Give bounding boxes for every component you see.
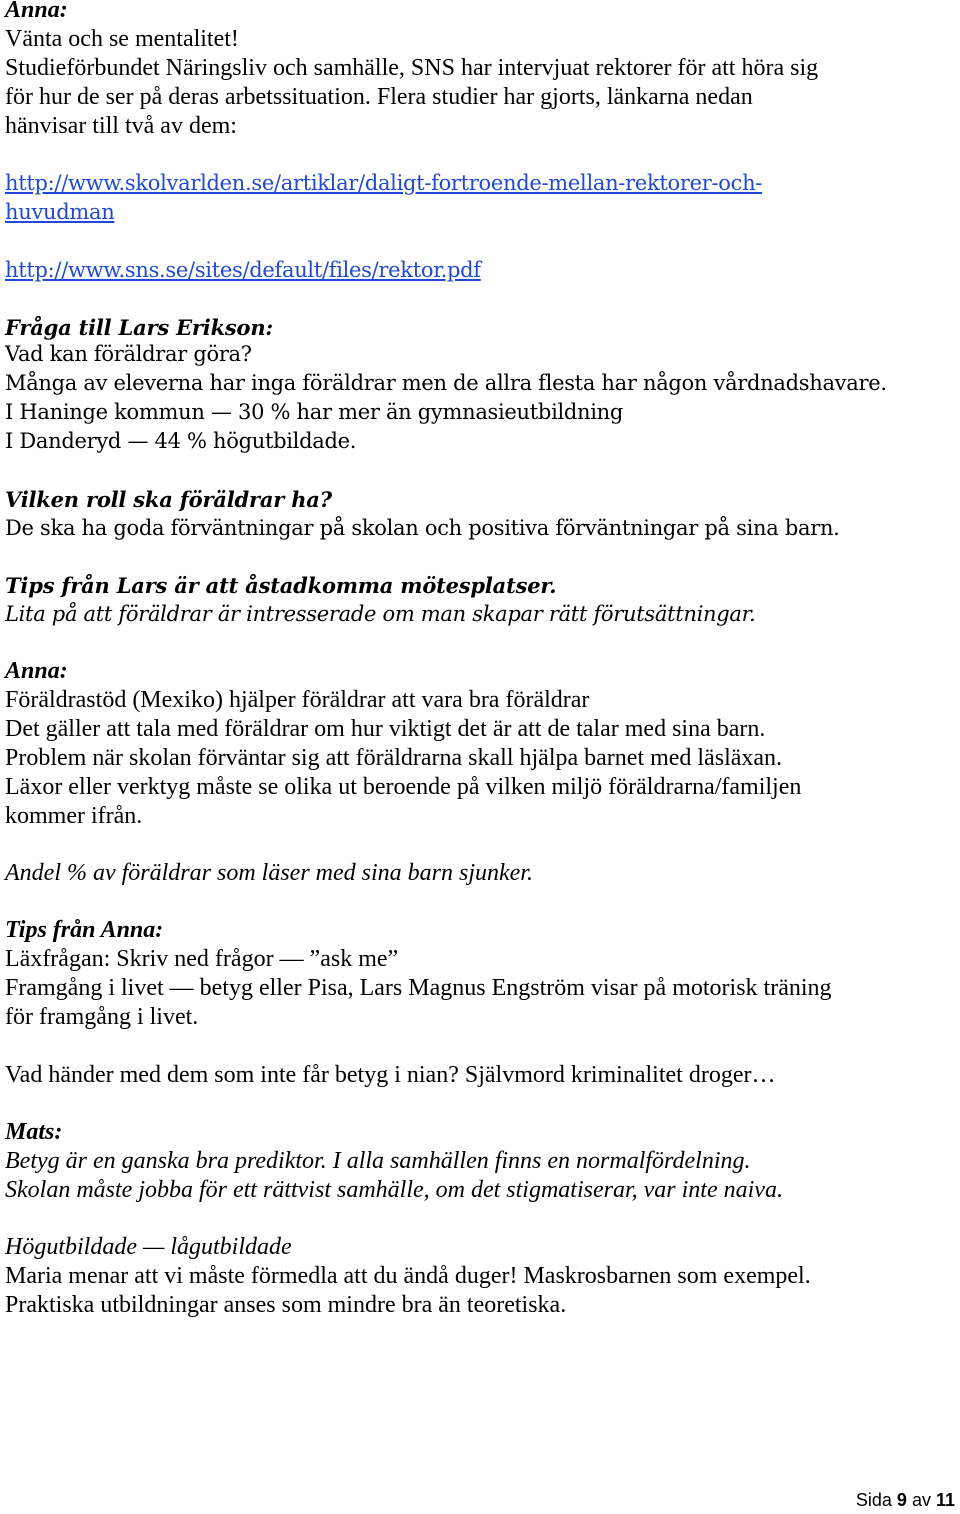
paragraph-line: Maria menar att vi måste förmedla att du ändå duger! Maskrosbarnen som exempel. (5, 1263, 811, 1289)
paragraph-line: Läxfrågan: Skriv ned frågor — ”ask me” (5, 946, 399, 972)
section-heading-anna: Anna: (5, 0, 68, 23)
paragraph-line: Föräldrastöd (Mexiko) hjälper föräldrar att vara bra föräldrar (5, 687, 590, 713)
section-heading-mats: Mats: (5, 1119, 63, 1145)
paragraph-line: Vad händer med dem som inte får betyg i nian? Självmord kriminalitet droger… (5, 1062, 776, 1088)
paragraph-line: Skolan måste jobba för ett rättvist samhälle, om det stigmatiserar, var inte naiva. (5, 1177, 783, 1203)
paragraph-line: Lita på att föräldrar är intresserade om man skapar rätt förutsättningar. (5, 602, 756, 626)
paragraph-line: Vad kan föräldrar göra? (5, 342, 252, 366)
paragraph-line: I Danderyd — 44 % högutbildade. (5, 429, 357, 453)
paragraph-line: Det gäller att tala med föräldrar om hur viktigt det är att de talar med sina barn. (5, 716, 766, 742)
paragraph-line: Vänta och se mentalitet! (5, 26, 239, 52)
section-heading-anna: Anna: (5, 658, 68, 684)
link-sns-rektor-pdf[interactable]: http://www.sns.se/sites/default/files/rektor.pdf (5, 258, 481, 282)
link-skolvarlden[interactable]: http://www.skolvarlden.se/artiklar/daligt-fortroende-mellan-rektorer-och- (5, 171, 763, 195)
paragraph-line: Praktiska utbildningar anses som mindre bra än teoretiska. (5, 1292, 567, 1318)
section-heading-lars: Fråga till Lars Erikson: (5, 315, 273, 340)
paragraph-line: I Haninge kommun — 30 % har mer än gymnasieutbildning (5, 400, 624, 424)
page-current: 9 (896, 1490, 907, 1510)
page-total: 11 (935, 1490, 955, 1510)
link-skolvarlden-cont[interactable]: huvudman (5, 200, 115, 224)
paragraph-line: för framgång i livet. (5, 1004, 199, 1030)
page-number (856, 1490, 955, 1511)
paragraph-line: Andel % av föräldrar som läser med sina barn sjunker. (5, 860, 533, 886)
paragraph-line: Många av eleverna har inga föräldrar men de allra flesta har någon vårdnadshavare. (5, 371, 887, 395)
paragraph-line: Läxor eller verktyg måste se olika ut beroende på vilken miljö föräldrarna/familjen (5, 774, 802, 800)
paragraph-line: Studieförbundet Näringsliv och samhälle, SNS har intervjuat rektorer för att höra sig (5, 55, 819, 81)
paragraph-line: Problem när skolan förväntar sig att föräldrarna skall hjälpa barnet med läsläxan. (5, 745, 783, 771)
page-prefix: Sida (855, 1490, 892, 1510)
section-heading-tips-anna: Tips från Anna: (5, 917, 164, 943)
paragraph-line: för hur de ser på deras arbetssituation. Flera studier har gjorts, länkarna nedan (5, 84, 753, 110)
paragraph-line: De ska ha goda förväntningar på skolan och positiva förväntningar på sina barn. (5, 516, 840, 540)
paragraph-line: hänvisar till två av dem: (5, 113, 237, 139)
section-heading-roll: Vilken roll ska föräldrar ha? (5, 487, 332, 512)
paragraph-line: Framgång i livet — betyg eller Pisa, Lars Magnus Engström visar på motorisk träning (5, 975, 832, 1001)
page-mid: av (911, 1490, 931, 1510)
paragraph-line: Betyg är en ganska bra prediktor. I alla samhällen finns en normalfördelning. (5, 1148, 751, 1174)
section-heading-tips-lars: Tips från Lars är att åstadkomma mötesplatser. (5, 573, 557, 598)
paragraph-line: Högutbildade — lågutbildade (5, 1234, 292, 1260)
paragraph-line: kommer ifrån. (5, 803, 143, 829)
